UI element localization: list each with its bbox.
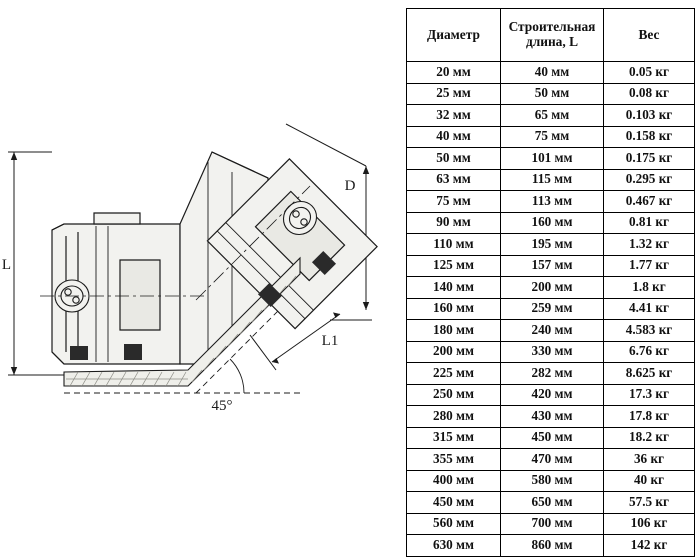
table-cell-length: 282 мм: [501, 363, 604, 385]
table-cell-length: 50 мм: [501, 83, 604, 105]
table-cell-weight: 17.3 кг: [604, 384, 695, 406]
table-cell-weight: 142 кг: [604, 535, 695, 557]
table-cell-diameter: 110 мм: [407, 234, 501, 256]
table-row: [407, 470, 695, 492]
table-cell-length: 240 мм: [501, 320, 604, 342]
table-cell-length: 650 мм: [501, 492, 604, 514]
table-cell-diameter: 630 мм: [407, 535, 501, 557]
table-cell-weight: 0.467 кг: [604, 191, 695, 213]
table-cell-diameter: 90 мм: [407, 212, 501, 234]
table-cell-weight: 4.41 кг: [604, 298, 695, 320]
table-cell-length: 430 мм: [501, 406, 604, 428]
table-row: [407, 83, 695, 105]
table-cell-weight: 0.158 кг: [604, 126, 695, 148]
table-cell-length: 580 мм: [501, 470, 604, 492]
table-cell-diameter: 50 мм: [407, 148, 501, 170]
table-row: [407, 277, 695, 299]
table-cell-diameter: 32 мм: [407, 105, 501, 127]
table-row: [407, 126, 695, 148]
table-cell-length: 115 мм: [501, 169, 604, 191]
table-row: [407, 384, 695, 406]
table-cell-length: 470 мм: [501, 449, 604, 471]
table-cell-length: 860 мм: [501, 535, 604, 557]
table-cell-length: 40 мм: [501, 62, 604, 84]
table-cell-weight: 0.05 кг: [604, 62, 695, 84]
table-cell-weight: 4.583 кг: [604, 320, 695, 342]
table-cell-diameter: 280 мм: [407, 406, 501, 428]
table-cell-diameter: 250 мм: [407, 384, 501, 406]
table-cell-weight: 1.77 кг: [604, 255, 695, 277]
table-cell-length: 420 мм: [501, 384, 604, 406]
table-row: [407, 513, 695, 535]
table-cell-weight: 0.103 кг: [604, 105, 695, 127]
table-cell-diameter: 140 мм: [407, 277, 501, 299]
dimension-label-d: D: [344, 178, 356, 194]
table-cell-length: 75 мм: [501, 126, 604, 148]
table-body: [407, 62, 695, 557]
table-header-length-line1: Строительная: [508, 19, 596, 35]
dimension-label-l: L: [1, 257, 11, 273]
table-row: [407, 191, 695, 213]
dimension-label-l1: L1: [321, 333, 339, 349]
table-cell-weight: 106 кг: [604, 513, 695, 535]
table-header-diameter: Диаметр: [407, 9, 501, 62]
table-cell-weight: 0.81 кг: [604, 212, 695, 234]
table-cell-weight: 1.8 кг: [604, 277, 695, 299]
table-cell-weight: 40 кг: [604, 470, 695, 492]
table-cell-length: 65 мм: [501, 105, 604, 127]
table-cell-diameter: 355 мм: [407, 449, 501, 471]
table-cell-diameter: 180 мм: [407, 320, 501, 342]
table-header-row: [407, 9, 695, 62]
table-row: [407, 449, 695, 471]
table-cell-length: 700 мм: [501, 513, 604, 535]
table-cell-weight: 1.32 кг: [604, 234, 695, 256]
table-cell-diameter: 40 мм: [407, 126, 501, 148]
table-header-length-line2: длина, L: [525, 34, 579, 49]
table-cell-length: 195 мм: [501, 234, 604, 256]
table-cell-weight: 57.5 кг: [604, 492, 695, 514]
table-cell-diameter: 20 мм: [407, 62, 501, 84]
table-row: [407, 255, 695, 277]
table-row: [407, 298, 695, 320]
table-row: [407, 406, 695, 428]
table-cell-diameter: 25 мм: [407, 83, 501, 105]
table-row: [407, 427, 695, 449]
table-cell-weight: 0.295 кг: [604, 169, 695, 191]
table-cell-length: 157 мм: [501, 255, 604, 277]
table-row: [407, 363, 695, 385]
angle-label-45: 45°: [211, 398, 233, 414]
table-row: [407, 105, 695, 127]
table-cell-diameter: 560 мм: [407, 513, 501, 535]
table-cell-weight: 6.76 кг: [604, 341, 695, 363]
table-cell-diameter: 75 мм: [407, 191, 501, 213]
table-header-length: [501, 9, 604, 62]
table-cell-diameter: 450 мм: [407, 492, 501, 514]
table-cell-weight: 8.625 кг: [604, 363, 695, 385]
table-cell-length: 450 мм: [501, 427, 604, 449]
table-cell-diameter: 63 мм: [407, 169, 501, 191]
table-row: [407, 234, 695, 256]
table-row: [407, 169, 695, 191]
table-cell-diameter: 160 мм: [407, 298, 501, 320]
table-cell-diameter: 400 мм: [407, 470, 501, 492]
table-header-weight: Вес: [604, 9, 695, 62]
specification-table: [406, 8, 695, 557]
table-row: [407, 492, 695, 514]
table-cell-length: 160 мм: [501, 212, 604, 234]
table-cell-weight: 0.08 кг: [604, 83, 695, 105]
table-cell-diameter: 225 мм: [407, 363, 501, 385]
table-row: [407, 341, 695, 363]
table-cell-weight: 18.2 кг: [604, 427, 695, 449]
table-row: [407, 62, 695, 84]
table-cell-length: 113 мм: [501, 191, 604, 213]
table-cell-length: 330 мм: [501, 341, 604, 363]
table-cell-length: 200 мм: [501, 277, 604, 299]
table-row: [407, 212, 695, 234]
table-cell-diameter: 315 мм: [407, 427, 501, 449]
table-cell-weight: 17.8 кг: [604, 406, 695, 428]
specification-table-container: [406, 8, 694, 557]
table-cell-diameter: 125 мм: [407, 255, 501, 277]
table-row: [407, 148, 695, 170]
table-cell-length: 101 мм: [501, 148, 604, 170]
table-row: [407, 320, 695, 342]
table-cell-weight: 0.175 кг: [604, 148, 695, 170]
table-cell-diameter: 200 мм: [407, 341, 501, 363]
table-cell-length: 259 мм: [501, 298, 604, 320]
table-row: [407, 535, 695, 557]
table-cell-weight: 36 кг: [604, 449, 695, 471]
